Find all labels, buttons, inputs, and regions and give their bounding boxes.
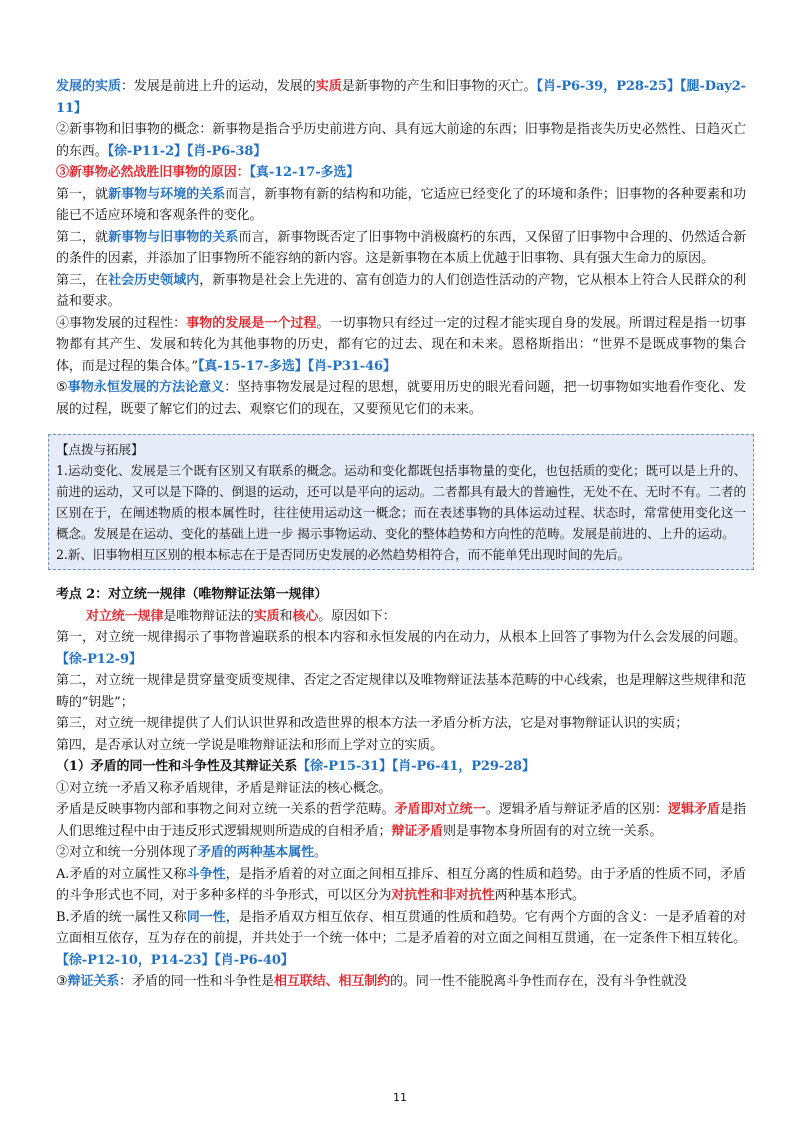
term-dialectical-contradiction: 辩证矛盾 bbox=[391, 823, 444, 839]
term-antagonism: 对抗性和非对抗性 bbox=[391, 888, 495, 903]
page-number: 11 bbox=[393, 1091, 407, 1104]
reference-tag: 【徐-P12-9】 bbox=[56, 651, 142, 667]
term-new-old-relation: 新事物与旧事物的关系 bbox=[108, 229, 239, 245]
paragraph-process: ④事物发展的过程性：事物的发展是一个过程。一切事物只有经过一定的过程才能实现自身的发展。所谓过程是指一切事物都有其产生、发展和转化为其他事物的历史，都有它的过去、现在和未来。恩格斯指出：“世界不是既成事物的集合体，而是过程的集合体。”【真-15-17-多选】【肖-P31-46】 bbox=[56, 315, 746, 374]
paragraph-methodology: ⑤事物永恒发展的方法论意义：坚持事物发展是过程的思想，就要用历史的眼光看问题，把一切事物如实地看作变化、发展的过程，既要了解它们的过去、观察它们的现在，又要预见它们的未来。 bbox=[56, 380, 746, 417]
paragraph-reason-heading bbox=[56, 162, 746, 184]
term-law: 对立统一规律 bbox=[86, 608, 164, 624]
paragraph-first: 第一，对立统一规律揭示了事物普遍联系的根本内容和永恒发展的内在动力，从根本上回答了事物为什么会发展的问题。【徐-P12-9】 bbox=[56, 630, 746, 667]
paragraph-two-attributes: ②对立和统一分别体现了矛盾的两种基本属性。 bbox=[56, 845, 327, 860]
paragraph-third: 第三，对立统一规律提供了人们认识世界和改造世界的根本方法一矛盾分析方法，它是对事物辩证认识的实质； bbox=[56, 716, 689, 731]
paragraph-reason-3: 第三，在社会历史领域内，新事物是社会上先进的、富有创造力的人们创造性活动的产物，它从根本上符合人民群众的利益和要求。 bbox=[56, 272, 746, 309]
reference-tag: 【徐-P12-10，P14-23】【肖-P6-40】 bbox=[56, 952, 294, 968]
paragraph-new-old-concept: ②新事物和旧事物的概念：新事物是指合乎历史前进方向、具有远大前途的东西；旧事物是指丧失历史必然性、日趋灭亡的东西。【徐-P11-2】【肖-P6-38】 bbox=[56, 122, 746, 159]
paragraph-second: 第二，对立统一规律是贯穿量变质变规律、否定之否定规律以及唯物辩证法基本范畴的中心线索，也是理解这些规律和范畴的“钥匙”； bbox=[56, 673, 746, 710]
tips-box-item-2: 2.新、旧事物相互区别的根本标志在于是否同历史发展的必然趋势相符合，而不能单凭出现时间的先后。 bbox=[56, 547, 631, 562]
paragraph-dialectical-relation: ③辩证关系：矛盾的同一性和斗争性是相互联结、相互制约的。同一性不能脱离斗争性而存在，没有斗争性就没 bbox=[56, 974, 687, 989]
term-process: 事物的发展是一个过程 bbox=[186, 315, 317, 331]
term-logical-contradiction: 逻辑矛盾 bbox=[667, 802, 721, 817]
term-two-attributes: 矛盾的两种基本属性 bbox=[197, 845, 315, 860]
term-contradiction-unity: 矛盾即对立统一 bbox=[394, 802, 486, 817]
paragraph-struggle: A.矛盾的对立属性又称斗争性，是指矛盾着的对立面之间相互排斥、相互分离的性质和趋势。由于矛盾的性质不同，矛盾的斗争形式也不同，对于多种多样的斗争形式，可以区分为对抗性和非对抗性两种基本形式。 bbox=[56, 866, 747, 903]
term-struggle: 斗争性 bbox=[186, 866, 226, 882]
term-reason: ③新事物必然战胜旧事物的原因： bbox=[56, 165, 250, 180]
reference-tag: 【肖-P6-39，P28-25】【腿-Day2-11】 bbox=[56, 79, 746, 116]
section-unity-of-opposites bbox=[56, 584, 746, 993]
term-environment-relation: 新事物与环境的关系 bbox=[108, 186, 226, 202]
subheading-contradiction: （1）矛盾的同一性和斗争性及其辩证关系【徐-P15-31】【肖-P6-41，P29-28】 bbox=[56, 759, 535, 774]
paragraph-intro: 对立统一规律是唯物辩证法的实质和核心。原因如下： bbox=[86, 608, 396, 624]
keyword-essence: 实质 bbox=[315, 79, 342, 94]
tips-box-item-1: 1.运动变化、发展是三个既有区别又有联系的概念。运动和变化都既包括事物量的变化，也包括质的变化；既可以是上升的、前进的运动，又可以是下降的、倒退的运动，还可以是平向的运动。二者都具有最大的普遍性，无处不在、无时不有。二者的区别在于，在阐述物质的根本属性时，往往使用运动这一概念；而在表述事物的具体运动过程、状态时，常常使用变化这一 概念。发展是在运动、变化的基础上进一步 揭示事物运动、变化的整体趋势和方向性的范畴。发展是前进的、上升的运动。 bbox=[56, 463, 746, 541]
reference-tag: 【徐-P15-31】【肖-P6-41，P29-28】 bbox=[297, 759, 535, 774]
term-essence-of-development: 发展的实质 bbox=[56, 79, 121, 94]
term-social-history: 社会历史领域内 bbox=[108, 272, 200, 288]
keyword-core: 核心 bbox=[292, 608, 319, 624]
paragraph-essence: 发展的实质：发展是前进上升的运动，发展的实质是新事物的产生和旧事物的灭亡。【肖-P6-39，P28-25】【腿-Day2-11】 bbox=[56, 79, 746, 116]
section-heading: 考点 2：对立统一规律（唯物辩证法第一规律） bbox=[56, 587, 328, 602]
page-content bbox=[56, 76, 746, 993]
term-methodology: 事物永恒发展的方法论意义 bbox=[67, 380, 225, 395]
paragraph-contradiction-def: 矛盾是反映事物内部和事物之间对立统一关系的哲学范畴。矛盾即对立统一。逻辑矛盾与辩证矛盾的区别：逻辑矛盾是指人们思维过程中由于违反形式逻辑规则所造成的自相矛盾；辩证矛盾则是事物本身所固有的对立统一关系。 bbox=[56, 802, 746, 839]
keyword-essence: 实质 bbox=[253, 608, 280, 624]
tips-box bbox=[48, 434, 754, 570]
reference-tag: 【真-15-17-多选】【肖-P31-46】 bbox=[197, 358, 396, 374]
tips-box-title: 【点拨与拓展】 bbox=[56, 442, 144, 457]
paragraph-reason-1: 第一，就新事物与环境的关系而言，新事物有新的结构和功能，它适应已经变化了的环境和条件；旧事物的各种要素和功能已不适应环境和客观条件的变化。 bbox=[56, 186, 746, 223]
term-dialectical-relation: 辩证关系 bbox=[67, 974, 120, 989]
reference-tag: 【真-12-17-多选】 bbox=[249, 165, 360, 180]
paragraph-reason-2: 第二，就新事物与旧事物的关系而言，新事物既否定了旧事物中消极腐朽的东西，又保留了旧事物中合理的、仍然适合新的条件的因素，并添加了旧事物所不能容纳的新内容。这是新事物在本质上优越于旧事物、具有强大生命力的原因。 bbox=[56, 229, 746, 266]
paragraph-fourth: 第四，是否承认对立统一学说是唯物辩证法和形而上学对立的实质。 bbox=[56, 737, 444, 753]
paragraph-core-concept: ①对立统一矛盾又称矛盾规律，矛盾是辩证法的核心概念。 bbox=[56, 780, 392, 796]
paragraph-identity: B.矛盾的统一属性又称同一性，是指矛盾双方相互依存、相互贯通的性质和趋势。它有两个方面的含义：一是矛盾着的对立面相互依存，互为存在的前提，并共处于一个统一体中；二是矛盾着的对立面之间相互贯通，在一定条件下相互转化。【徐-P12-10，P14-23】【肖-P6-40】 bbox=[56, 909, 746, 968]
reference-tag: 【徐-P11-2】【肖-P6-38】 bbox=[107, 143, 267, 159]
term-identity: 同一性 bbox=[186, 909, 226, 925]
term-mutual-connection: 相互联结、相互制约 bbox=[273, 974, 391, 989]
